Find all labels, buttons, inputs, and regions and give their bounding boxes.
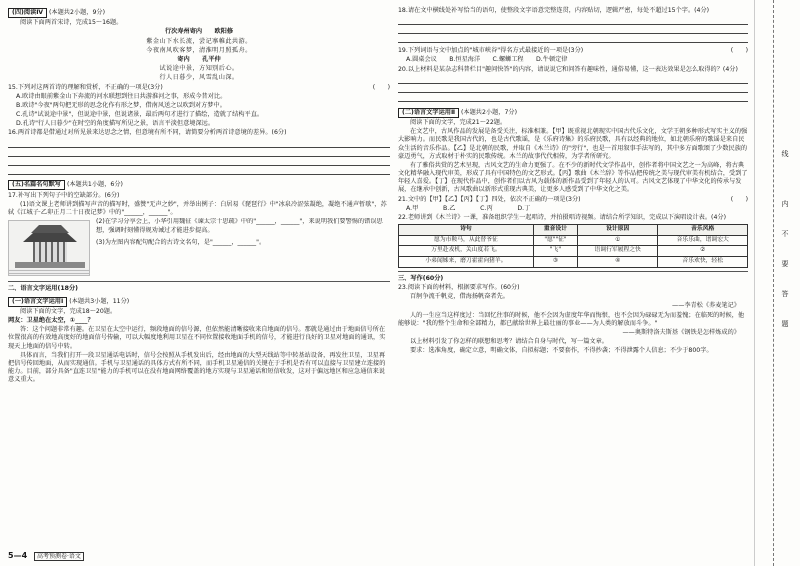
passage-paragraph: 有了雅俗共赏的艺术呈现，古风文艺的生命力更强了。在不少的新时代文学作品中，创作者将中国文艺之一为高峰，将古典文化精华融入现代审美，形成了具有中国特色的文艺形式。【丙】歌曲《木兰辞》等作品把传统之美与现代审美有机结合，受到了年轻人喜爱。【丁】在现代作品中，创作者们以古风为载体的新作品受到了年轻人的认可。古风文艺体现了中华文化的传承与发展，在继承中创新，古风歌曲以新形式重现古典美，让更多人感受到了中华文化之美。	[398, 161, 748, 194]
section-4-header: (四)阅读Ⅳ	[8, 8, 47, 18]
question-19-options: A.圆桌会议 B.恒星海洋 C.螺蛳工程 D.牛顿定律	[406, 56, 568, 64]
writing-requirements: 要求：选准角度，确定立意，明确文体，自拟标题；不要套作，不得抄袭；不得泄露个人信息；不少于800字。	[410, 347, 713, 355]
margin-char: 内	[781, 200, 789, 208]
question-16: 16.两首诗都是借通过对所见景来达思念之情，但意境有所不同，请简要分析两首诗意境的差异。(6分)	[8, 129, 287, 137]
question-15: 15.下列对这两首诗的理解和赏析，不正确的一项是(3分) ( )	[8, 83, 390, 91]
table-row: 万里赴戎机，关山度若飞。 "飞" 语调行军履程之快 ②	[399, 246, 748, 257]
margin-char: 题	[781, 320, 789, 328]
section-2a-meta: (本题共3小题，11分)	[69, 297, 130, 305]
margin-char: 不	[781, 230, 789, 238]
section-5-header: (五)名篇名句默写	[8, 180, 65, 190]
answer-lines-16[interactable]	[8, 139, 390, 175]
answer-lines-18[interactable]	[398, 16, 748, 43]
option: A.欧诗由眼前紫金山下奔流的河水联想到往日共游淮河之事，形成今昔对比。	[16, 92, 227, 100]
right-column	[398, 6, 748, 356]
margin-char: 要	[781, 260, 789, 268]
singing-design-table	[398, 224, 748, 268]
poem-2-line: 行人日暮少，风雪乱山深。	[159, 74, 239, 82]
cut-line	[773, 0, 774, 566]
section-2b-meta: (本题共2小题，7分)	[461, 108, 518, 116]
poem-2-title: 寄内 孔平仲	[177, 55, 221, 63]
table-header: 音乐风格	[658, 225, 748, 236]
option: C.孔诗"试说途中景"，但说途中景，但说诸景，最后两句才进行了描绘，造就了结构平直。	[16, 111, 264, 119]
margin-char: 答	[781, 290, 789, 298]
margin-char: 线	[781, 150, 789, 158]
answer-paren[interactable]: ( )	[372, 83, 390, 91]
table-header: 诗句	[399, 225, 534, 236]
answer-paragraph: 答：这个问题非常有趣。在卫星在太空中运行，频段地面的信号源，但依然能清晰接收来自地面的信号。那就是通过由于地面信号所在位置很高的有效地高度好的地面信号传输，可以大幅度地利用卫星在不同位置接收地面手机的信号，才能进行良好的卫星对地面的通讯，实现天上地面的信号中转。	[8, 326, 386, 350]
poem-1-title: 行次寿州寄内 欧阳修	[164, 28, 234, 36]
material-quote: 人的一生应当这样度过：当回忆往事的时候，他不会因为虚度年华而悔恨，也不会因为碌碌无为而羞愧；在临死的时候，他能够说："我的整个生命和全部精力，都已献给世界上最壮丽的事业——为人类的解放而斗争。"	[398, 311, 745, 327]
answer-paragraph: 具体而言，当我们打开一段卫星通话电话时，信号会按照从手机发出后，经由地面的大型天线站等中转基站设备，再发往卫星，卫星再把信号传回地面，从而实现通信。手机与卫星通话的具体方式有所不同，而手机卫星通信的关键在于手机是否有可以直接与卫星建立连接的能力。目前，部分具备"直连卫星"能力的手机可以在没有地面网络覆盖的地方实现与卫星通话和短信收发，这对于偏远地区和应急通信来说意义重大。	[8, 351, 386, 384]
section-2b-intro: 阅读下面的文字，完成21～22题。	[410, 118, 507, 126]
answer-paren[interactable]: ( )	[730, 47, 748, 55]
poem-1-author: 欧阳修	[214, 28, 234, 36]
section-2a-header: (一)语言文字运用Ⅰ	[8, 297, 67, 307]
section-4-meta: (本题共2小题，9分)	[49, 9, 106, 16]
question-15-options	[8, 93, 390, 129]
question-17-2: (2)在学习分享会上，小华引用魏征《谏太宗十思疏》中的"______，______"，来说明我们要警惕的错误思想，强调时刻懂得规劝诫过才能进步提高。	[96, 218, 383, 234]
footer-label: 高考预测卷·语文	[34, 552, 84, 561]
answer-lines-20[interactable]	[398, 75, 748, 102]
section-2a-intro: 阅读下面的文字，完成18～20题。	[20, 307, 117, 315]
answer-paren[interactable]: ( )	[730, 195, 748, 203]
question-21: 21.文中的【甲】【乙】【丙】【丁】四处，依次不正确的一项是(3分) ( )	[398, 195, 748, 203]
question-17: 17.补写出下列句子中的空缺部分。(6分)	[8, 191, 120, 199]
part-2-heading: 二、语言文字运用(18分)	[8, 285, 78, 293]
netizen-question: 网友：卫星绝在太空，①____？	[8, 316, 94, 324]
passage-paragraph: 在文艺中，古风作品的发展是备受关注，标准相兼。【甲】既重视北朝现实中国古代乐文化，文学王朝多种形式写实主义的强大影响力。而民歌是我国古代的，也是古代歌谣，是《乐府诗集》的乐府民歌，具有以经典的地位，如北朝乐府的歌谣是来自民众生活的音乐作品。【乙】是北朝的民歌，并取自《木兰诗》的"旁行"，也是一首用叙事手法写的，其中多方面歌颂了少数民族的豪迈勇气，方式取材于朴实的民歌传统。木兰的故事代代相传，为学者所研究。	[398, 128, 748, 160]
question-19: 19.下列词语与文中加点的"城市峡谷"得名方式最接近的一项是(3分) ( )	[398, 47, 748, 55]
page-footer	[8, 551, 84, 562]
quote-source: ——奥斯特洛夫斯基《钢铁是怎样炼成的》	[622, 328, 740, 336]
material-quote: 百舸争流千帆竞，借海扬帆奋者先。	[410, 293, 509, 301]
poem-1-line: 今夜南风吹客梦，清淮明月照孤舟。	[146, 46, 252, 54]
question-21-options: A.甲 B.乙 C.丙 D.丁	[406, 204, 531, 212]
question-23: 23.阅读下面的材料，根据要求写作。(60分)	[398, 283, 520, 291]
section-4-intro: 阅读下面两首宋诗，完成15～16题。	[20, 19, 123, 27]
section-2b-header: (二)语言文字运用Ⅱ	[398, 108, 459, 118]
table-row: 小弟闻姊来，磨刀霍霍向猪羊。 ③ ④ 音乐欢快，轻松	[399, 257, 748, 268]
question-20: 20.以上材料是某杂志科普栏目"趣问快答"的内容，请说说它和问答有趣味性，通俗易懂，这一表达效果是怎么取得的？(4分)	[398, 65, 738, 73]
poem-2-author: 孔平仲	[202, 55, 221, 63]
quote-source: ——李青松《荞麦笔记》	[671, 302, 740, 310]
poem-1-line: 紫金山下水长流，尝记搴帷此共游。	[146, 37, 252, 45]
table-header: 重音设计	[533, 225, 577, 236]
table-row: 愿为市鞍马，从此替爷征 "愿""征" ① 音乐乐曲，谱调宏大	[399, 235, 748, 246]
writing-instruction: 以上材料引发了你怎样的联想和思考？请结合自身与时代，写一篇文章。	[410, 338, 608, 346]
question-17-1: (1)语文课上老师讲到描写声音的描写时，盛赞"无声之妙"，并举出例子：白居易《琵琶行》中"冰泉冷涩弦凝绝，凝绝不通声暂歇"，苏轼《江城子·乙卯正月二十日夜记梦》中的"______，______"。	[8, 201, 387, 217]
question-22: 22.老师讲到《木兰诗》一课，准备组织学生一起唱诗，并拍摄唱诗视频。请结合所学知识，完成以下演唱设计表。(4分)	[398, 214, 726, 221]
page-number: 5—4	[8, 551, 28, 561]
option: D.孔诗"行人日暮少"在时空的角度描写所见之景，语言平淡但意境深远。	[16, 120, 215, 128]
section-5-meta: (本题共1小题，6分)	[66, 180, 123, 188]
option: B.欧诗"今夜"两句把无形的思念化作有形之梦，借南风送之以吹到对方梦中。	[16, 101, 226, 109]
binding-margin	[754, 0, 800, 566]
poem-2-line: 试说途中景，方知别后心。	[159, 65, 239, 73]
pavilion-illustration	[8, 220, 90, 276]
question-18: 18.请在文中横线处补写恰当的语句，使整段文字语意完整连贯，内容贴切，逻辑严密，每处不超过15个字。(4分)	[398, 7, 710, 14]
left-column	[8, 6, 390, 385]
table-header: 设计原因	[578, 225, 658, 236]
part-3-heading: 三、写作(60分)	[398, 274, 444, 282]
question-17-3: (3)为左图内容配句配合的古诗文名句，是"______，______"。	[96, 238, 266, 246]
